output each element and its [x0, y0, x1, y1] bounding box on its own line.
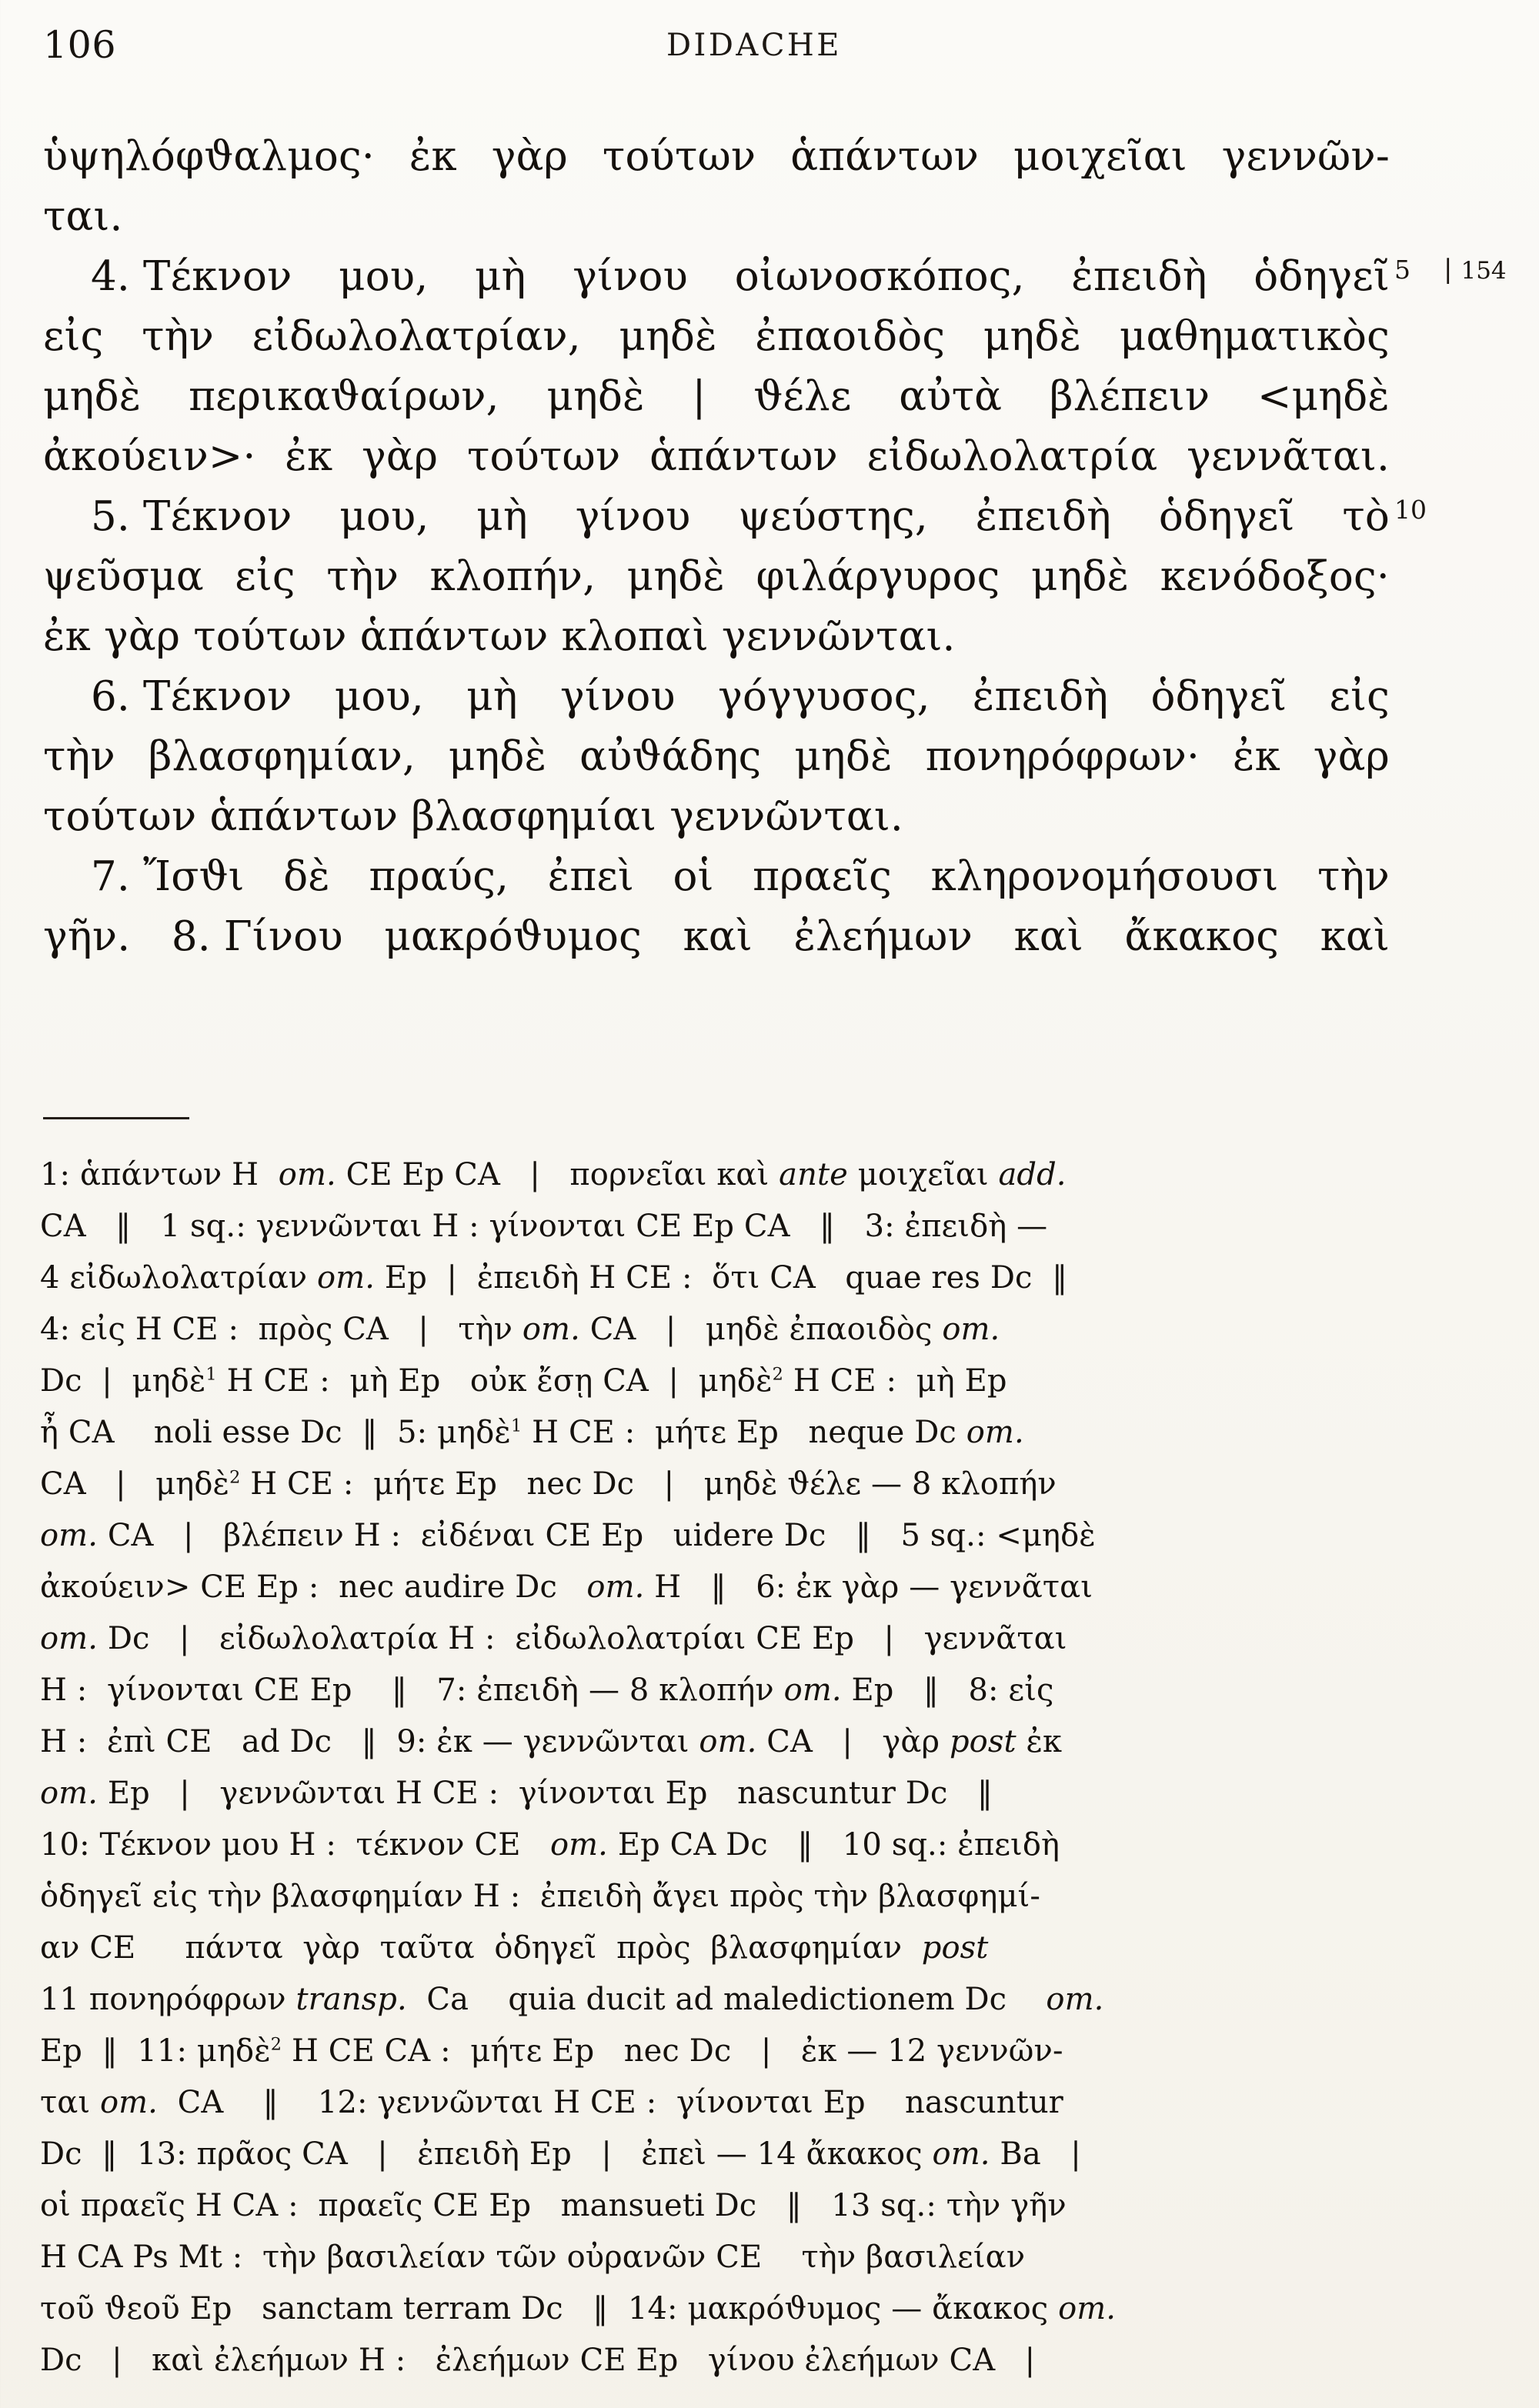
- text-word: ὁδηγεῖ: [1158, 493, 1295, 540]
- apparatus-latin-abbrev: om.: [1046, 1982, 1104, 2017]
- apparatus-line: [40, 2232, 1460, 2283]
- apparatus-latin-abbrev: post: [921, 1930, 989, 1966]
- apparatus-line-content: [40, 1459, 1057, 1510]
- apparatus-line: [40, 1974, 1460, 2026]
- apparatus-text: CE Ep CA | πορνεῖαι καὶ: [336, 1157, 780, 1192]
- apparatus-line: [40, 1923, 1460, 1974]
- apparatus-line-content: [40, 1562, 1093, 1613]
- text-word: γίνου: [575, 493, 691, 540]
- text-line: [43, 667, 1390, 727]
- apparatus-text: Dc | μηδὲ: [40, 1363, 206, 1399]
- text-line: [43, 787, 1390, 847]
- apparatus-criticus: [40, 1149, 1460, 2386]
- apparatus-text: H : ἐπὶ CE ad Dc ‖ 9: ἐκ — γεννῶνται: [40, 1724, 699, 1759]
- apparatus-text: 11 πονηρόφρων: [40, 1982, 296, 2017]
- apparatus-text: Dc ‖ 13: πρᾶος CA | ἐπειδὴ Ep | ἐπεὶ — 14 ἄκακος: [40, 2136, 933, 2172]
- text-word: αὐτὰ: [899, 373, 1003, 420]
- text-word: μὴ: [476, 493, 528, 540]
- apparatus-line-content: [40, 1149, 1067, 1201]
- apparatus-text: H CA Ps Mt : τὴν βασιλείαν τῶν οὐρανῶν CE τὴν βασιλείαν: [40, 2240, 1026, 2275]
- apparatus-superscript-marker: 2: [229, 1467, 241, 1488]
- apparatus-latin-abbrev: post: [949, 1724, 1017, 1759]
- apparatus-line-content: [40, 1923, 989, 1974]
- apparatus-line: [40, 1613, 1460, 1665]
- text-word: πραύς,: [369, 853, 509, 900]
- apparatus-latin-abbrev: transp.: [295, 1982, 407, 2017]
- apparatus-text: οἱ πραεῖς H CA : πραεῖς CE Ep mansueti Dc ‖ 13 sq.: τὴν γῆν: [40, 2188, 1067, 2223]
- apparatus-latin-abbrev: om.: [699, 1724, 757, 1759]
- apparatus-text: αν CE πάντα γὰρ ταῦτα ὁδηγεῖ πρὸς βλασφημίαν: [40, 1930, 922, 1966]
- text-line: [43, 487, 1390, 547]
- text-word: ὁδηγεῖ: [1150, 673, 1287, 720]
- apparatus-latin-abbrev: om.: [40, 1518, 98, 1553]
- text-word: ἐπεὶ: [547, 853, 635, 900]
- apparatus-text: Ep ‖ 11: μηδὲ: [40, 2033, 271, 2069]
- margin-line-number-10: 10: [1394, 495, 1427, 525]
- apparatus-text: CA ‖ 12: γεννῶνται H CE : γίνονται Ep nascuntur: [157, 2085, 1063, 2120]
- text-line: [43, 367, 1390, 427]
- apparatus-line-content: [40, 2077, 1063, 2129]
- apparatus-superscript-marker: 2: [270, 2034, 282, 2055]
- apparatus-latin-abbrev: om.: [99, 2085, 158, 2120]
- apparatus-text: H CE : μήτε Ep neque Dc: [522, 1415, 966, 1450]
- apparatus-text: Ca quia ducit ad maledictionem Dc: [406, 1982, 1047, 2017]
- text-word: ἀκούειν>·: [43, 433, 256, 480]
- margin-line-number-5: 5: [1394, 255, 1410, 285]
- apparatus-line-content: [40, 1871, 1040, 1923]
- text-word: μου,: [339, 493, 429, 540]
- apparatus-latin-abbrev: om.: [317, 1260, 376, 1296]
- apparatus-line: [40, 1510, 1460, 1562]
- text-word: γὰρ: [362, 433, 439, 480]
- text-word: τὴν: [142, 313, 215, 360]
- text-word: ἐπαοιδὸς: [755, 313, 946, 360]
- text-word: φιλάργυρος: [756, 553, 1000, 600]
- apparatus-line-content: [40, 2232, 1025, 2283]
- margin-page-reference: [1444, 240, 1507, 301]
- text-word: μηδὲ: [43, 373, 142, 420]
- apparatus-text: 4: εἰς H CE : πρὸς CA | τὴν: [40, 1312, 522, 1347]
- apparatus-line: [40, 1716, 1460, 1768]
- text-word: εἰς: [1329, 673, 1390, 720]
- text-word: ὑψηλόφϑαλμος·: [43, 133, 375, 180]
- text-word: κλοπήν,: [429, 553, 596, 600]
- text-line: [43, 907, 1390, 967]
- text-word: μηδὲ: [1030, 553, 1130, 600]
- margin-rule-bar: |: [1444, 254, 1453, 285]
- apparatus-text: Dc | εἰδωλολατρία H : εἰδωλολατρίαι CE Ep | γεννᾶται: [98, 1621, 1067, 1656]
- apparatus-text: ἦ CA noli esse Dc ‖ 5: μηδὲ: [40, 1415, 511, 1450]
- apparatus-line-content: [40, 1613, 1067, 1665]
- apparatus-text: 10: Τέκνον μου H : τέκνον CE: [40, 1827, 550, 1863]
- text-word: μηδὲ: [983, 313, 1082, 360]
- text-word: ϑέλε: [753, 373, 852, 420]
- text-line: [43, 307, 1390, 367]
- text-word: τὴν: [1317, 853, 1390, 900]
- apparatus-line: [40, 2180, 1460, 2232]
- apparatus-line-content: [40, 1201, 1047, 1252]
- apparatus-superscript-marker: 2: [772, 1364, 784, 1385]
- apparatus-text: Ba |: [990, 2136, 1081, 2172]
- text-word: περικαϑαίρων,: [189, 373, 499, 420]
- apparatus-text: Ep ‖ 8: εἰς: [841, 1673, 1054, 1708]
- apparatus-text: μοιχεῖαι: [847, 1157, 999, 1192]
- apparatus-line: [40, 1459, 1460, 1510]
- text-word: <μηδὲ: [1257, 373, 1390, 420]
- apparatus-text: ται: [40, 2085, 100, 2120]
- apparatus-line: [40, 2283, 1460, 2335]
- text-word: ἄκακος: [1124, 913, 1280, 960]
- apparatus-line-content: [40, 2335, 1035, 2386]
- apparatus-latin-abbrev: om.: [522, 1312, 580, 1347]
- apparatus-text: Ep | γεννῶνται H CE : γίνονται Ep nascuntur Dc ‖: [98, 1776, 993, 1811]
- text-word: ἐλεήμων: [793, 913, 973, 960]
- apparatus-line-content: [40, 1665, 1054, 1716]
- apparatus-latin-abbrev: ante: [779, 1157, 848, 1192]
- text-word: γῆν.: [43, 913, 131, 960]
- text-word: τὸ: [1342, 493, 1390, 540]
- apparatus-line-content: [40, 1819, 1060, 1871]
- margin-page-reference-number: 154: [1461, 257, 1507, 285]
- text-word: εἰς: [43, 313, 104, 360]
- text-word: |: [692, 373, 706, 420]
- text-word: οἰωνοσκόπος,: [734, 253, 1025, 300]
- text-line: [43, 847, 1390, 907]
- apparatus-line: [40, 1665, 1460, 1716]
- apparatus-line: [40, 2335, 1460, 2386]
- apparatus-latin-abbrev: om.: [1058, 2291, 1117, 2326]
- text-word: ὁδηγεῖ: [1254, 253, 1390, 300]
- apparatus-line: [40, 1304, 1460, 1356]
- text-word: 4. Τέκνον: [91, 253, 292, 300]
- text-word: μαθηματικὸς: [1119, 313, 1390, 360]
- text-word: ἁπάντων: [649, 433, 838, 480]
- text-word: μὴ: [475, 253, 526, 300]
- apparatus-text: H CE : μὴ Ep: [783, 1363, 1007, 1399]
- text-word: εἰς: [235, 553, 295, 600]
- text-word: γὰρ: [1313, 733, 1390, 780]
- text-word: ἐκ: [1232, 733, 1280, 780]
- apparatus-text: CA | μηδὲ: [40, 1466, 230, 1502]
- text-word: μακρόϑυμος: [384, 913, 642, 960]
- text-word: γόγγυσος,: [718, 673, 930, 720]
- text-word: καὶ: [683, 913, 753, 960]
- apparatus-latin-abbrev: om.: [278, 1157, 336, 1192]
- text-word: ψεῦσμα: [43, 553, 204, 600]
- text-word: μου,: [334, 673, 424, 720]
- apparatus-line: [40, 2026, 1460, 2077]
- text-word: καὶ: [1013, 913, 1083, 960]
- text-word: καὶ: [1320, 913, 1390, 960]
- text-word: ἐκ: [409, 133, 457, 180]
- text-word: κληρονομήσουσι: [930, 853, 1279, 900]
- apparatus-line-content: [40, 1510, 1096, 1562]
- apparatus-latin-abbrev: om.: [40, 1776, 98, 1811]
- apparatus-latin-abbrev: om.: [586, 1569, 645, 1605]
- text-word: κενόδοξος·: [1160, 553, 1390, 600]
- apparatus-text: 4 εἰδωλολατρίαν: [40, 1260, 318, 1296]
- apparatus-line: [40, 1819, 1460, 1871]
- apparatus-superscript-marker: 1: [510, 1416, 522, 1436]
- text-word: τὴν: [326, 553, 399, 600]
- text-word: 7. Ἴσϑι: [91, 853, 245, 900]
- apparatus-line-content: [40, 1974, 1103, 2026]
- text-word: γίνου: [573, 253, 689, 300]
- apparatus-text: H ‖ 6: ἐκ γὰρ — γεννᾶται: [644, 1569, 1093, 1605]
- apparatus-text: H CE CA : μήτε Ep nec Dc | ἐκ — 12 γεννῶν-: [282, 2033, 1063, 2069]
- apparatus-line: [40, 1562, 1460, 1613]
- main-text-block: [43, 127, 1390, 967]
- text-word: πονηρόφρων·: [925, 733, 1200, 780]
- text-word: βλέπειν: [1049, 373, 1210, 420]
- text-line: [43, 247, 1390, 307]
- text-word: μου,: [339, 253, 429, 300]
- apparatus-text: H : γίνονται CE Ep ‖ 7: ἐπειδὴ — 8 κλοπήν: [40, 1673, 784, 1708]
- text-word: οἱ: [673, 853, 714, 900]
- text-word: μηδὲ: [619, 313, 717, 360]
- apparatus-line: [40, 2077, 1460, 2129]
- apparatus-text: CA | μηδὲ ἐπαοιδὸς: [579, 1312, 943, 1347]
- apparatus-line-content: [40, 1768, 993, 1819]
- apparatus-text: Ep CA Dc ‖ 10 sq.: ἐπειδὴ: [608, 1827, 1060, 1863]
- apparatus-text: Dc | καὶ ἐλεήμων H : ἐλεήμων CE Ep γίνου ἐλεήμων CA |: [40, 2343, 1036, 2378]
- text-line: [43, 607, 1390, 667]
- text-word: ἐπειδὴ: [1071, 253, 1207, 300]
- text-word: γίνου: [560, 673, 676, 720]
- apparatus-line: [40, 2129, 1460, 2180]
- text-word: μηδὲ: [448, 733, 547, 780]
- apparatus-separator-rule: [43, 1117, 189, 1119]
- apparatus-line-content: [40, 1716, 1062, 1768]
- text-word: τούτων: [602, 133, 756, 180]
- apparatus-latin-abbrev: add.: [998, 1157, 1067, 1192]
- apparatus-line: [40, 1149, 1460, 1201]
- apparatus-latin-abbrev: om.: [932, 2136, 990, 2172]
- apparatus-text: CA ‖ 1 sq.: γεννῶνται H : γίνονται CE Ep CA ‖ 3: ἐπειδὴ —: [40, 1209, 1048, 1244]
- apparatus-text: ἀκούειν> CE Ep : nec audire Dc: [40, 1569, 587, 1605]
- apparatus-line: [40, 1871, 1460, 1923]
- apparatus-line-content: [40, 1356, 1007, 1407]
- text-word: πραεῖς: [753, 853, 893, 900]
- text-word: εἰδωλολατρία: [866, 433, 1158, 480]
- text-word: μηδὲ: [626, 553, 726, 600]
- apparatus-line-content: [40, 1252, 1067, 1304]
- apparatus-line: [40, 1201, 1460, 1252]
- apparatus-line-content: [40, 2026, 1063, 2077]
- text-line: [43, 127, 1390, 187]
- apparatus-latin-abbrev: om.: [942, 1312, 1000, 1347]
- text-word: μηδὲ: [546, 373, 645, 420]
- apparatus-line: [40, 1356, 1460, 1407]
- text-word: γεννᾶται.: [1187, 433, 1390, 480]
- apparatus-line: [40, 1407, 1460, 1459]
- text-line: [43, 427, 1390, 487]
- text-word: τούτων: [466, 433, 621, 480]
- text-word: μοιχεῖαι: [1013, 133, 1187, 180]
- text-line: [43, 547, 1390, 607]
- text-word: μηδὲ: [794, 733, 893, 780]
- text-word: ται.: [43, 193, 123, 240]
- text-word: ἐπειδὴ: [972, 673, 1109, 720]
- text-word: ἐκ: [285, 433, 333, 480]
- text-line: [43, 187, 1390, 247]
- apparatus-text: ὁδηγεῖ εἰς τὴν βλασφημίαν H : ἐπειδὴ ἄγει πρὸς τὴν βλασφημί-: [40, 1879, 1040, 1914]
- text-word: γεννῶν-: [1221, 133, 1390, 180]
- text-word: 5. Τέκνον: [91, 493, 292, 540]
- apparatus-latin-abbrev: om.: [549, 1827, 608, 1863]
- apparatus-latin-abbrev: om.: [966, 1415, 1024, 1450]
- apparatus-text: H CE : μὴ Ep οὐκ ἔσῃ CA | μηδὲ: [216, 1363, 773, 1399]
- text-word: ἁπάντων: [790, 133, 980, 180]
- apparatus-latin-abbrev: om.: [40, 1621, 98, 1656]
- running-head: [0, 23, 1539, 85]
- text-word: τούτων ἁπάντων βλασφημίαι γεννῶνται.: [43, 793, 903, 840]
- apparatus-line-content: [40, 1304, 1000, 1356]
- apparatus-text: H CE : μήτε Ep nec Dc | μηδὲ ϑέλε — 8 κλοπήν: [240, 1466, 1057, 1502]
- text-word: ἐπειδὴ: [975, 493, 1112, 540]
- apparatus-text: CA | γὰρ: [756, 1724, 950, 1759]
- text-word: μὴ: [466, 673, 518, 720]
- apparatus-text: τοῦ ϑεοῦ Ep sanctam terram Dc ‖ 14: μακρόϑυμος — ἄκακος: [40, 2291, 1059, 2326]
- apparatus-text: CA | βλέπειν H : εἰδέναι CE Ep uidere Dc ‖ 5 sq.: <μηδὲ: [98, 1518, 1096, 1553]
- text-line: [43, 727, 1390, 787]
- apparatus-text: ἐκ: [1016, 1724, 1063, 1759]
- text-word: ψεύστης,: [738, 493, 928, 540]
- text-word: δὲ: [283, 853, 330, 900]
- apparatus-line-content: [40, 2180, 1067, 2232]
- apparatus-text: Ep | ἐπειδὴ H CE : ὅτι CA quae res Dc ‖: [375, 1260, 1068, 1296]
- apparatus-line-content: [40, 1407, 1024, 1459]
- apparatus-text: 1: ἁπάντων H: [40, 1157, 279, 1192]
- text-word: βλασφημίαν,: [148, 733, 416, 780]
- text-word: 6. Τέκνον: [91, 673, 292, 720]
- running-title: DIDACHE: [666, 28, 842, 63]
- apparatus-line-content: [40, 2283, 1116, 2335]
- text-word: ἐκ γὰρ τούτων ἁπάντων κλοπαὶ γεννῶνται.: [43, 613, 956, 660]
- text-word: αὐϑάδης: [579, 733, 762, 780]
- apparatus-superscript-marker: 1: [205, 1364, 217, 1385]
- apparatus-latin-abbrev: om.: [783, 1673, 842, 1708]
- apparatus-line: [40, 1768, 1460, 1819]
- text-word: γὰρ: [491, 133, 568, 180]
- text-word: εἰδωλολατρίαν,: [252, 313, 581, 360]
- page-number: 106: [43, 23, 117, 67]
- text-word: τὴν: [43, 733, 115, 780]
- apparatus-line: [40, 1252, 1460, 1304]
- apparatus-line-content: [40, 2129, 1081, 2180]
- text-word: 8. Γίνου: [171, 913, 343, 960]
